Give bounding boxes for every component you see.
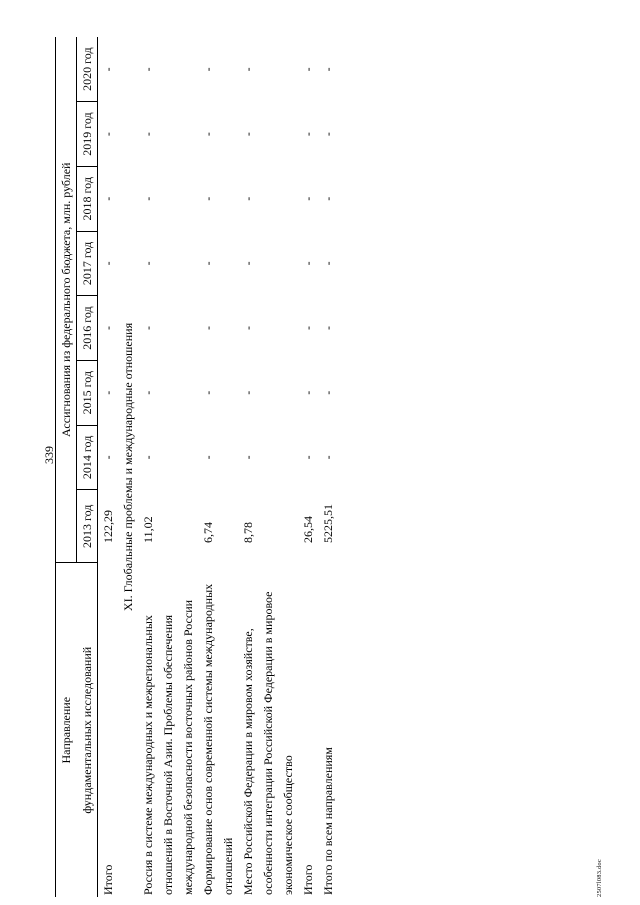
cell-value: - — [141, 132, 155, 137]
row-label: Итого — [101, 864, 115, 895]
cell-value: - — [201, 390, 215, 395]
cell-value: - — [101, 132, 115, 137]
row-label: Россия в системе международных и межрегиональных отношений в Восточной Азии. Проблемы обеспечения международной безопасности восточных районов России — [141, 599, 195, 895]
cell-value: - — [101, 390, 115, 395]
cell-value: - — [241, 196, 255, 201]
cell-value: - — [241, 326, 255, 331]
header-direction-line1: Направление — [56, 563, 77, 897]
cell-value: - — [321, 390, 335, 395]
cell-value: - — [301, 67, 315, 72]
cell-value: 6,74 — [201, 521, 215, 543]
row-label: Итого — [301, 864, 315, 895]
header-allocations: Ассигнования из федерального бюджета, млн. рублей — [56, 37, 77, 563]
cell-value: - — [201, 455, 215, 460]
cell-value: - — [141, 455, 155, 460]
header-year-2013: 2013 год — [77, 490, 98, 563]
cell-value: - — [241, 132, 255, 137]
cell-value: 26,54 — [301, 515, 315, 543]
header-year-2016: 2016 год — [77, 296, 98, 361]
cell-value: - — [201, 67, 215, 72]
header-year-2019: 2019 год — [77, 102, 98, 167]
cell-value: - — [301, 196, 315, 201]
header-year-2018: 2018 год — [77, 166, 98, 231]
cell-value: - — [321, 132, 335, 137]
cell-value: - — [141, 261, 155, 266]
cell-value: - — [241, 390, 255, 395]
cell-value: - — [141, 67, 155, 72]
row-label: Формирование основ современной системы международных отношений — [201, 583, 235, 895]
cell-value: - — [101, 196, 115, 201]
page-number: 339 — [42, 446, 56, 464]
cell-value: - — [301, 326, 315, 331]
cell-value: - — [101, 67, 115, 72]
cell-value: - — [201, 326, 215, 331]
header-year-2015: 2015 год — [77, 360, 98, 425]
cell-value: - — [321, 196, 335, 201]
cell-value: - — [101, 455, 115, 460]
cell-value: - — [141, 390, 155, 395]
cell-value: 122,29 — [101, 509, 115, 543]
cell-value: - — [241, 67, 255, 72]
cell-value: - — [241, 455, 255, 460]
cell-value: - — [201, 261, 215, 266]
cell-value: - — [101, 261, 115, 266]
cell-value: - — [141, 196, 155, 201]
cell-value: - — [301, 132, 315, 137]
cell-value: 11,02 — [141, 516, 155, 543]
cell-value: - — [301, 261, 315, 266]
table-row-grand-total — [318, 37, 338, 897]
cell-value: - — [321, 261, 335, 266]
section-title-row — [118, 37, 138, 897]
table-row — [138, 37, 198, 897]
cell-value: - — [321, 67, 335, 72]
row-label: Итого по всем направлениям — [321, 747, 335, 895]
table-row — [198, 37, 238, 897]
budget-table — [55, 37, 338, 897]
cell-value: - — [201, 196, 215, 201]
table-row-total — [298, 37, 318, 897]
table-row-total — [98, 37, 119, 897]
cell-value: - — [321, 326, 335, 331]
header-direction-line2: фундаментальных исследований — [77, 563, 98, 897]
cell-value: 5225,51 — [321, 503, 335, 543]
header-year-2017: 2017 год — [77, 231, 98, 296]
table-row — [238, 37, 298, 897]
cell-value: - — [141, 326, 155, 331]
header-year-2014: 2014 год — [77, 425, 98, 490]
cell-value: - — [241, 261, 255, 266]
cell-value: 8,78 — [241, 521, 255, 543]
cell-value: - — [301, 455, 315, 460]
cell-value: - — [201, 132, 215, 137]
section-title: XI. Глобальные проблемы и международные отношения — [121, 322, 135, 612]
cell-value: - — [101, 326, 115, 331]
cell-value: - — [301, 390, 315, 395]
footer-filename: 2507l083.doc — [596, 859, 603, 897]
cell-value: - — [321, 455, 335, 460]
row-label: Место Российской Федерации в мировом хозяйстве, особенности интеграции Российской Федерации в мировое экономическое сообщество — [241, 591, 295, 895]
header-year-2020: 2020 год — [77, 37, 98, 102]
